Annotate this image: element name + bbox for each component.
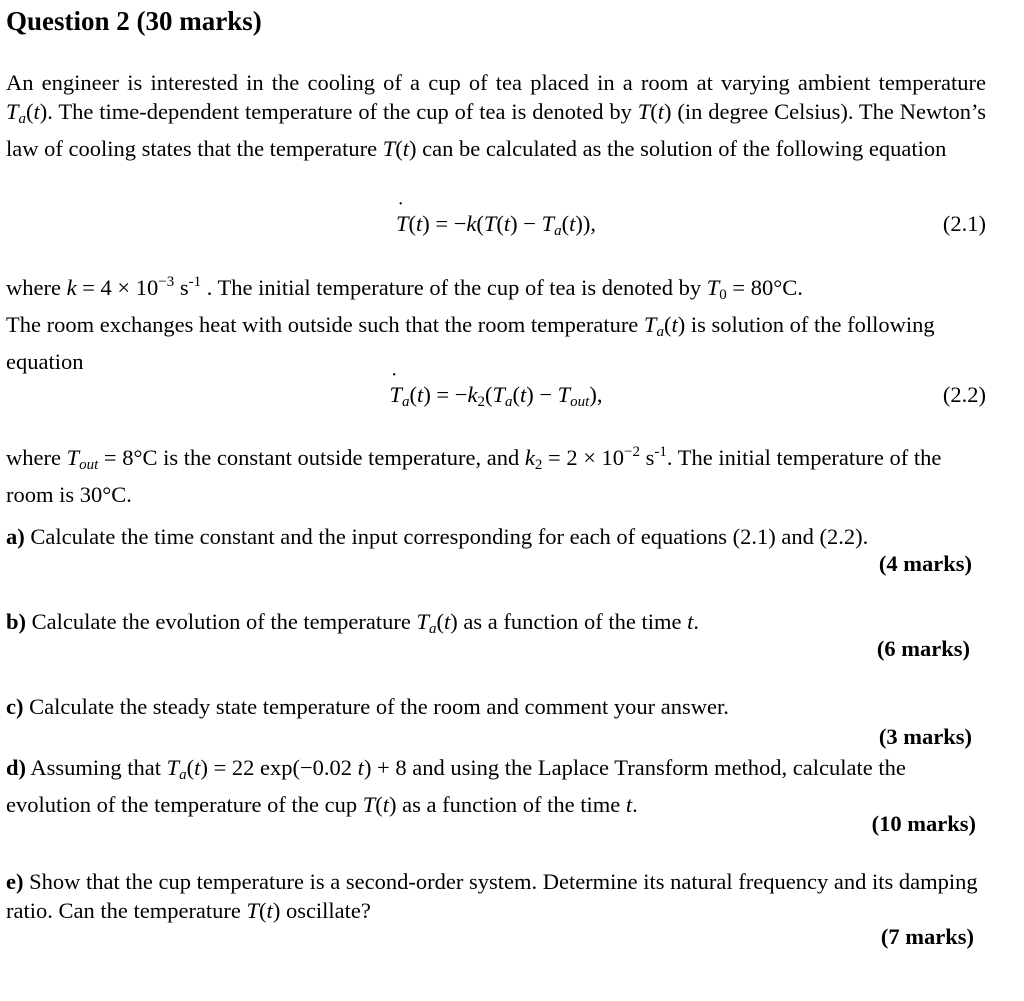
equation-number: (2.1) (942, 211, 986, 236)
intro-paragraph: An engineer is interested in the cooling of a cup of tea placed in a room at varying ambient temperature $T_a(t)$. The time-dependent temperature of the cup of tea is denoted by T(t) (in degree Celsius). The Newton’s law of cooling states that the temperature T(t) can be calculated as the solution of the following equation (6, 70, 987, 161)
equation-number: (2.2) (942, 382, 986, 407)
equation-2-2: ˙ $T_a(t) = -k2(T_a(t) - T_{out})$, (2.2) (6, 382, 986, 412)
part-a: a) Calculate the time constant and the input corresponding for each of equations (2.1) and (2.2). (6, 524, 869, 549)
part-c-marks: (3 marks) (878, 724, 972, 749)
question-title: Question 2 (30 marks) (6, 6, 262, 36)
part-d: d) Assuming that $T_a(t) = 22$ exp(−0.02 t) + 8 and using the Laplace Transform method, calculate the evolution of the temperature of the cup T(t) as a function of the time t. (6, 755, 906, 817)
parameters-paragraph: where $k = 4 \times 10^{-3}$ $s^{-1}$ . The initial temperature of the cup of tea is denoted by T0 = 80°C. The room exchanges heat with outside such that the room temperature $T_a(t)$ is solution of the following equation (6, 274, 935, 374)
part-c: c) Calculate the steady state temperature of the room and comment your answer. (6, 694, 729, 719)
part-b-marks: (6 marks) (876, 636, 970, 661)
part-d-marks: (10 marks) (871, 811, 976, 836)
part-b: b) Calculate the evolution of the temperature $T_a(t)$ as a function of the time t. (6, 609, 699, 637)
room-paragraph: where $T_{out} = 8^\circ C$ is the constant outside temperature, and $k2 = 2 \times 10^{-2}$ $s^{-1}$. The initial temperature of the room is 30°C. (6, 444, 942, 507)
part-a-marks: (4 marks) (878, 551, 972, 576)
part-e: e) Show that the cup temperature is a second-order system. Determine its natural frequency and its damping ratio. Can the temperature T(t) oscillate? (6, 869, 978, 923)
part-e-marks: (7 marks) (880, 924, 974, 949)
equation-2-1: ˙ $T(t) = -k(T(t) - T_a(t))$, (2.1) (6, 211, 986, 241)
